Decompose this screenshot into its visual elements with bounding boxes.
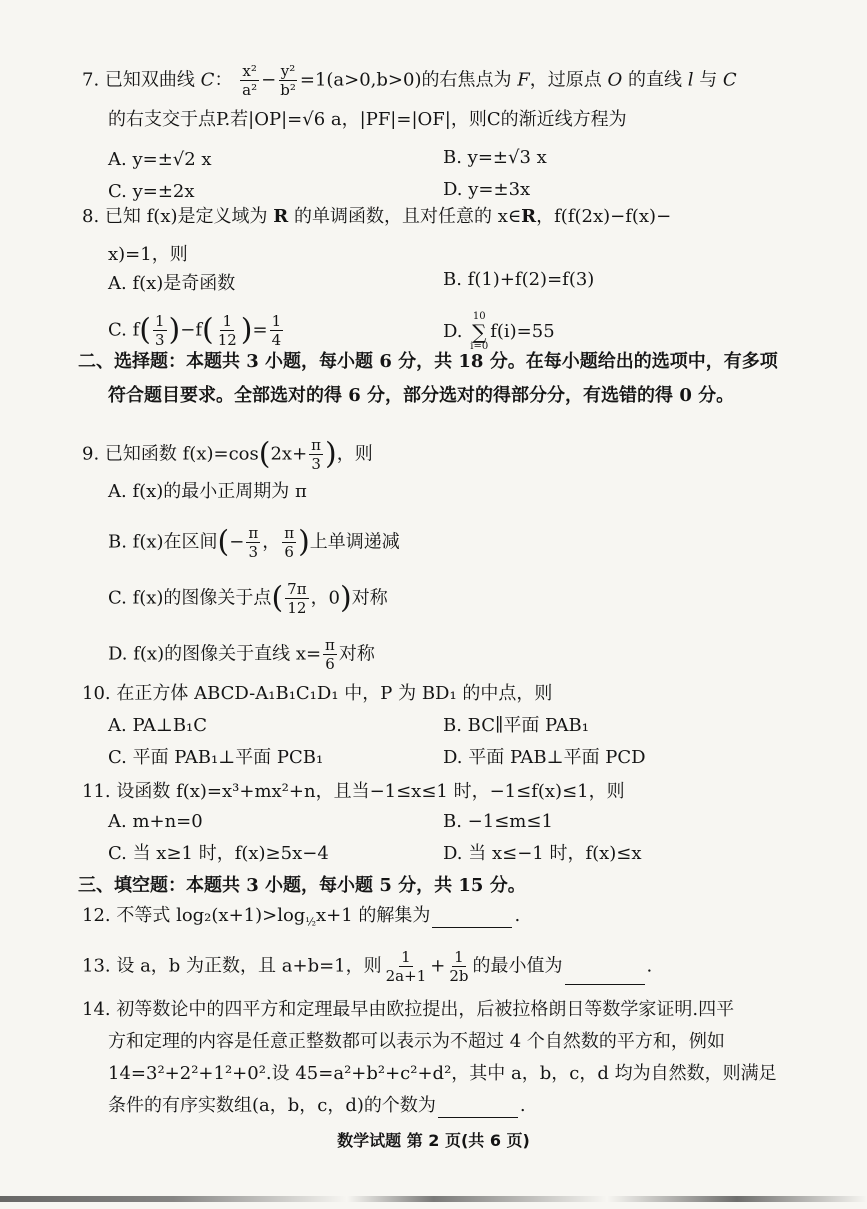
q8-real-set-2: R (521, 206, 537, 227)
frac-den: 12 (287, 599, 307, 617)
q12-prefix: 12. 不等式 log₂(x+1)>log (82, 905, 306, 926)
q9-stem (82, 436, 373, 473)
q11-option-b: B. −1≤m≤1 (443, 811, 553, 832)
q9-frac-pi-3 (309, 436, 323, 473)
q8-c-prefix: C. f (108, 319, 140, 341)
q13-plus: + (430, 955, 446, 977)
q7-option-d: D. y=±3x (443, 179, 531, 200)
frac-den: 2b (449, 967, 469, 985)
q10-option-d: D. 平面 PAB⊥平面 PCD (443, 747, 646, 768)
q7-minus: − (261, 69, 277, 91)
q7-stem-line1 (82, 62, 737, 99)
sigma-sum (470, 312, 488, 352)
q7-number: 7. (82, 69, 100, 91)
q7-text-b: 的右焦点为 (421, 69, 512, 91)
q9-d-prefix: D. f(x)的图像关于直线 x= (108, 643, 322, 665)
q13-suffix: 的最小值为 (472, 955, 563, 977)
frac-num: 1 (271, 312, 282, 330)
q9-option-a: A. f(x)的最小正周期为 π (108, 481, 307, 502)
q7-frac-y (278, 62, 298, 99)
q11-option-a: A. m+n=0 (108, 811, 203, 832)
q7-curve-c: C (722, 69, 737, 91)
section-2-heading-line1: 二、选择题：本题共 3 小题，每小题 6 分，共 18 分。在每小题给出的选项中，有多项 (78, 351, 778, 372)
frac-num: π (248, 524, 259, 542)
q9-end: ，则 (336, 443, 373, 465)
q13-stem (82, 948, 652, 985)
q7-line-l: l (687, 69, 694, 91)
q8-stem-line1 (82, 205, 671, 229)
q8-stem-line2: x)=1，则 (108, 244, 188, 265)
frac-den: 3 (154, 331, 165, 349)
answer-blank[interactable] (438, 1099, 518, 1118)
q8-x-in: x∈ (497, 206, 522, 227)
frac-den: 6 (325, 655, 335, 673)
paren-close: ) (240, 312, 253, 348)
q14-line4 (108, 1094, 526, 1118)
q7-curve: C (200, 69, 215, 91)
paren-open: ( (201, 312, 214, 348)
frac-num: π (311, 436, 322, 454)
q8-d-prefix: D. (443, 321, 463, 342)
frac-den: 12 (217, 331, 237, 349)
q8-c-eq: = (252, 319, 268, 341)
q9-arg: 2x+ (270, 443, 308, 465)
q8-text-2: 的单调函数，且对任意的 (293, 206, 492, 227)
q7-text-c: ，过原点 (529, 69, 602, 91)
frac-num: π (325, 636, 335, 654)
frac-den: a² (242, 81, 258, 99)
q7-colon: ： (214, 69, 233, 91)
q14-line1: 14. 初等数论中的四平方和定理最早由欧拉提出，后被拉格朗日等数学家证明.四平 (82, 999, 735, 1020)
q12-end: . (514, 905, 521, 926)
q7-text: 已知双曲线 (104, 69, 195, 91)
paren-close: ) (325, 436, 337, 472)
paren-close: ) (168, 312, 181, 348)
sum-upper: 10 (472, 311, 486, 322)
frac-num: π (284, 524, 295, 542)
sigma-icon: ∑ (472, 320, 487, 344)
frac-num: 7π (287, 580, 307, 598)
q7-option-c: C. y=±2x (108, 181, 195, 202)
q7-origin: O (607, 69, 623, 91)
q9-b-minus: − (229, 531, 245, 553)
q7-option-b: B. y=±√3 x (443, 147, 547, 168)
q9-d-frac (323, 636, 337, 673)
frac-num: y² (280, 62, 296, 80)
q8-option-c (108, 312, 285, 349)
q8-c-mid: −f (180, 319, 202, 341)
q9-c-frac (285, 580, 308, 617)
q8-frac-1-12 (216, 312, 239, 349)
q10-option-a: A. PA⊥B₁C (108, 715, 208, 736)
paren-close: ) (298, 524, 310, 560)
q13-frac-2 (447, 948, 470, 985)
q9-option-b (108, 524, 400, 561)
q9-c-tail: ，0 (310, 587, 341, 609)
q11-stem: 11. 设函数 f(x)=x³+mx²+n，且当−1≤x≤1 时，−1≤f(x)≤1，则 (82, 781, 625, 802)
paren-close: ) (340, 580, 352, 616)
paren-open: ( (271, 580, 284, 616)
q14-line2: 方和定理的内容是任意正整数都可以表示为不超过 4 个自然数的平方和，例如 (108, 1031, 725, 1052)
paren-open: ( (217, 524, 230, 560)
paren-open: ( (258, 436, 271, 472)
q8-frac-1-4 (270, 312, 284, 349)
q12-middle: x+1 的解集为 (316, 905, 431, 926)
q9-b-frac-1 (246, 524, 260, 561)
q8-real-set: R (273, 206, 289, 227)
frac-num: 1 (454, 948, 464, 966)
q14-end: . (519, 1095, 526, 1116)
q12-log-base: ½ (305, 915, 317, 929)
frac-den: 3 (248, 543, 259, 561)
q9-text: 已知函数 f(x)=cos (104, 443, 259, 465)
q13-prefix: 13. 设 a，b 为正数，且 a+b=1，则 (82, 955, 382, 977)
frac-den: b² (280, 81, 296, 99)
q7-text-d: 的直线 (627, 69, 682, 91)
q14-line4-text: 条件的有序实数组(a，b，c，d)的个数为 (108, 1095, 436, 1116)
answer-blank[interactable] (432, 909, 512, 928)
q7-frac-x (240, 62, 259, 99)
q7-stem-line2: 的右支交于点P.若|OP|=√6 a，|PF|=|OF|，则C的渐近线方程为 (108, 109, 627, 130)
frac-den: 6 (284, 543, 294, 561)
frac-num: 1 (401, 948, 411, 966)
q10-option-c: C. 平面 PAB₁⊥平面 PCB₁ (108, 747, 324, 768)
q9-b-comma: ， (262, 531, 281, 553)
q8-number: 8. (82, 206, 100, 227)
q9-option-d (108, 636, 375, 673)
frac-den: 3 (311, 455, 321, 473)
q8-option-b: B. f(1)+f(2)=f(3) (443, 269, 595, 290)
q13-frac-1 (384, 948, 429, 985)
q9-c-prefix: C. f(x)的图像关于点 (108, 587, 272, 609)
q12-stem (82, 904, 520, 928)
frac-den: 4 (271, 331, 282, 349)
q8-option-d (443, 312, 555, 352)
q9-number: 9. (82, 443, 100, 465)
q8-option-a: A. f(x)是奇函数 (108, 273, 236, 294)
frac-num: 1 (222, 312, 233, 330)
q10-option-b: B. BC∥平面 PAB₁ (443, 715, 589, 736)
scan-edge (0, 1196, 867, 1202)
q7-option-a: A. y=±√2 x (108, 149, 212, 170)
q9-c-suffix: 对称 (351, 587, 388, 609)
q11-option-c: C. 当 x≥1 时，f(x)≥5x−4 (108, 843, 329, 864)
q8-text-3: ，f(f(2x)−f(x)− (536, 206, 672, 227)
frac-num: 1 (154, 312, 165, 330)
q8-frac-1-3 (153, 312, 167, 349)
q8-d-rest: f(i)=55 (490, 321, 555, 342)
q9-b-frac-2 (282, 524, 296, 561)
q9-d-suffix: 对称 (338, 643, 375, 665)
q11-option-d: D. 当 x≤−1 时，f(x)≤x (443, 843, 642, 864)
frac-num: x² (242, 62, 257, 80)
q9-option-c (108, 580, 388, 617)
section-3-heading: 三、填空题：本题共 3 小题，每小题 5 分，共 15 分。 (78, 875, 526, 896)
q9-b-prefix: B. f(x)在区间 (108, 531, 218, 553)
frac-den: 2a+1 (385, 967, 427, 985)
q13-end: . (646, 955, 653, 977)
q10-stem: 10. 在正方体 ABCD-A₁B₁C₁D₁ 中，P 为 BD₁ 的中点，则 (82, 683, 553, 704)
sum-lower: i=0 (470, 341, 489, 352)
q7-text-e: 与 (699, 69, 718, 91)
q9-b-suffix: 上单调递减 (309, 531, 400, 553)
paren-open: ( (139, 312, 151, 348)
q8-text-1: 已知 f(x)是定义域为 (104, 206, 268, 227)
q7-focus: F (517, 69, 530, 91)
q14-line3: 14=3²+2²+1²+0².设 45=a²+b²+c²+d²，其中 a，b，c，d 均为自然数，则满足 (108, 1063, 777, 1084)
answer-blank[interactable] (565, 966, 645, 985)
page-footer: 数学试题 第 2 页(共 6 页) (337, 1131, 530, 1150)
q7-cond: =1(a>0,b>0) (299, 69, 422, 91)
section-2-heading-line2: 符合题目要求。全部选对的得 6 分，部分选对的得部分分，有选错的得 0 分。 (108, 385, 735, 406)
